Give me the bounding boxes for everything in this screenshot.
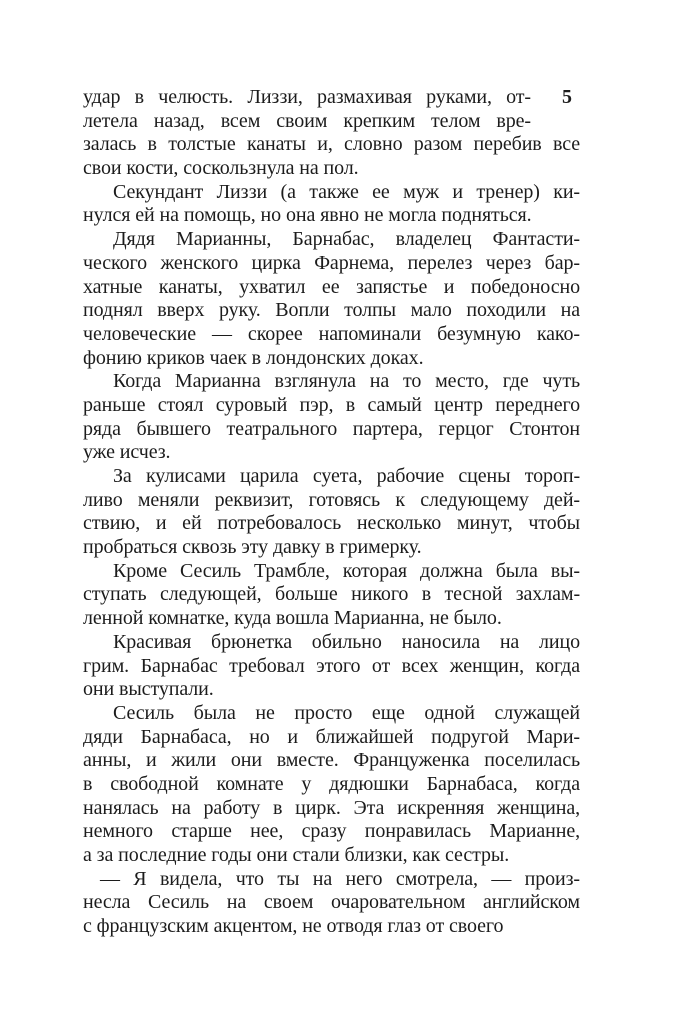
text-line: человеческие — скорее напоминали безумную како-: [83, 322, 580, 345]
text-line: поднял вверх руку. Вопли толпы мало походили на: [83, 299, 580, 322]
text-line: Секундант Лиззи (а также ее муж и тренер) ки-: [113, 180, 580, 203]
text-line: нанялась на работу в цирк. Эта искренняя женщина,: [83, 796, 580, 819]
text-line: ческого женского цирка Фарнема, перелез через бар-: [83, 251, 580, 274]
text-line: Красивая брюнетка обильно наносила на лицо: [113, 630, 580, 653]
paragraph: [83, 560, 580, 631]
text-line: с французским акцентом, не отводя глаз от своего: [83, 915, 504, 938]
text-line: ливо меняли реквизит, готовясь к следующему дей-: [83, 488, 580, 511]
text-line: в свободной комнате у дядюшки Барнабаса, когда: [83, 772, 580, 795]
text-line: немного старше нее, сразу понравилась Марианне,: [83, 820, 580, 843]
text-line: анны, и жили они вместе. Француженка поселилась: [83, 749, 580, 772]
paragraph: [83, 465, 580, 560]
text-line: свои кости, соскользнула на пол.: [83, 157, 359, 180]
paragraph: [83, 86, 580, 181]
text-column: [83, 86, 580, 939]
text-line: летела назад, всем своим крепким телом вре-: [83, 109, 531, 132]
text-line: они выступали.: [83, 678, 214, 701]
text-line: ствию, и ей потребовалось несколько минут, чтобы: [83, 512, 580, 535]
paragraph: [83, 370, 580, 465]
page-number: 5: [562, 86, 572, 108]
text-line: ступать следующей, больше никого в тесной захлам-: [83, 583, 580, 606]
text-line: несла Сесиль на своем очаровательном английском: [83, 891, 580, 914]
paragraph: [83, 181, 580, 228]
text-line: залась в толстые канаты и, словно разом перебив все: [83, 133, 580, 156]
text-line: грим. Барнабас требовал этого от всех женщин, когда: [83, 654, 580, 677]
text-line: фонию криков чаек в лондонских доках.: [83, 346, 424, 369]
text-line: удар в челюсть. Лиззи, размахивая руками, от-: [83, 86, 531, 108]
text-line: уже исчез.: [83, 441, 171, 464]
text-line: а за последние годы они стали близки, как сестры.: [83, 844, 510, 866]
text-line: пробраться сквозь эту давку в гримерку.: [83, 536, 422, 559]
text-line: нулся ей на помощь, но она явно не могла подняться.: [83, 204, 532, 227]
text-line: За кулисами царила суета, рабочие сцены тороп-: [113, 465, 580, 487]
text-line: — Я видела, что ты на него смотрела, — произ-: [100, 867, 580, 890]
text-line: Дядя Марианны, Барнабас, владелец Фантасти-: [113, 228, 580, 251]
text-line: хатные канаты, ухватил ее запястье и победоносно: [83, 275, 580, 298]
paragraph: [83, 702, 580, 868]
paragraph: [83, 228, 580, 370]
text-line: раньше стоял суровый пэр, в самый центр переднего: [83, 393, 580, 416]
text-line: ряда бывшего театрального партера, герцог Стонтон: [83, 417, 580, 440]
text-line: Сесиль была не просто еще одной служащей: [113, 701, 580, 724]
text-line: дяди Барнабаса, но и ближайшей подругой Мари-: [83, 725, 580, 748]
text-line: Кроме Сесиль Трамбле, которая должна была вы-: [113, 559, 580, 582]
paragraph: [83, 631, 580, 702]
paragraph: [83, 868, 580, 939]
text-line: ленной комнатке, куда вошла Марианна, не было.: [83, 607, 502, 630]
text-line: Когда Марианна взглянула на то место, где чуть: [113, 370, 580, 393]
